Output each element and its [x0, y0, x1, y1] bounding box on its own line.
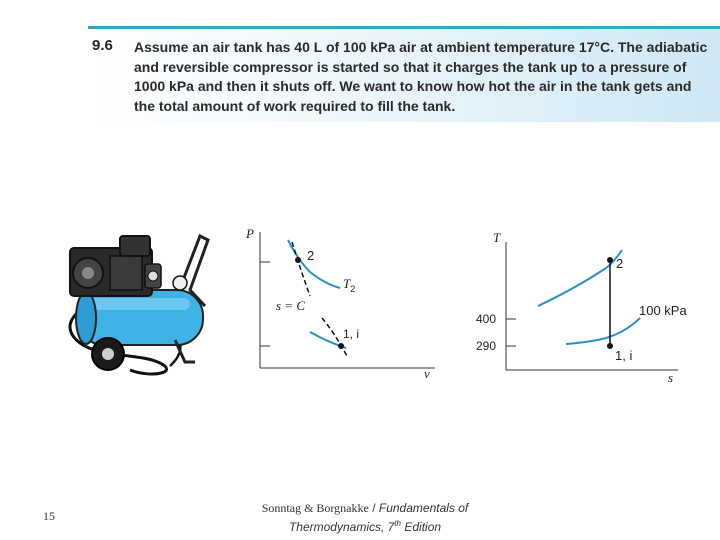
pv-x-axis-label: v	[424, 366, 430, 381]
problem-number: 9.6	[92, 37, 113, 54]
citation-separator: /	[372, 501, 376, 515]
ts-state-1-label: 1, i	[615, 348, 633, 363]
ts-state-2-label: 2	[616, 256, 624, 271]
pv-isentrope-label: s = C	[276, 298, 306, 313]
pv-y-axis-label: P	[246, 226, 254, 241]
air-compressor-illustration	[50, 228, 225, 383]
pv-state-1-point	[338, 343, 344, 349]
ts-tick-label-290: 290	[476, 339, 497, 353]
ts-isobar-lower	[566, 318, 640, 344]
page-number: 15	[43, 509, 55, 523]
pv-state-2-label: 2	[307, 248, 315, 263]
ts-state-1-point	[607, 343, 613, 349]
ts-state-2-point	[607, 257, 613, 263]
problem-text: Assume an air tank has 40 L of 100 kPa air at ambient temperature 17°C. The adiabatic and reversible compressor is started so that it charges the tank up to a pressure of 1000 kPa and then it shuts off. We want to know how hot the air in the tank gets and the total amount of work required to fill the tank.	[134, 39, 708, 114]
citation-line-1	[240, 501, 490, 516]
citation-line-2	[240, 516, 490, 535]
pv-diagram	[240, 222, 440, 382]
citation-edition-sup: th	[394, 519, 401, 528]
pv-state-2-point	[295, 257, 301, 263]
ts-tick-label-400: 400	[476, 312, 497, 326]
pv-state-1-label: 1, i	[343, 327, 360, 341]
citation-title-line2: Thermodynamics, 7	[288, 520, 395, 534]
ts-isobar-label: 100 kPa	[639, 303, 687, 318]
ts-diagram	[466, 228, 696, 388]
citation	[240, 501, 490, 535]
citation-edition-word: Edition	[404, 520, 442, 534]
pv-isotherm-label: $T_2$	[343, 276, 356, 294]
citation-title-line1: Fundamentals of	[378, 501, 469, 515]
ts-y-axis-label: T	[493, 230, 501, 245]
citation-authors: Sonntag & Borgnakke	[261, 501, 369, 515]
ts-x-axis-label: s	[668, 370, 674, 385]
